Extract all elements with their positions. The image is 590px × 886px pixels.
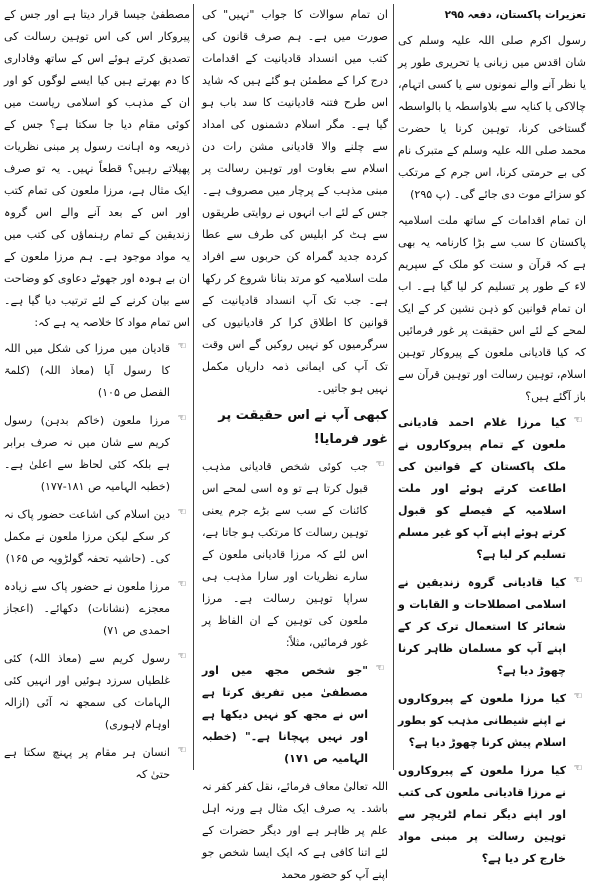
question-item	[398, 688, 586, 754]
paragraph: اللہ تعالیٰ معاف فرمائے، نقل کفر کفر نہ باشد۔ یہ صرف ایک مثال ہے ورنہ اہل علم پر ظاہر ہے اور دیگر حضرات کے لئے اتنا کافی ہے کہ ایک ایسا شخص جو اپنے آپ کو حضور محمد	[202, 780, 388, 881]
question-item	[398, 760, 586, 870]
claim-text: دین اسلام کی اشاعت حضور پاک نہ کر سکے لیکن مرزا ملعون نے مکمل کی۔ (حاشیہ تحفہ گولڑویہ ص ۱۶۵)	[4, 508, 170, 565]
paragraph: ان تمام سوالات کا جواب "نہیں" کی صورت میں ہے۔ ہم صرف قانون کی کتب میں انسداد قادیانیت کے اقدامات درج کرا کے مطمئن ہو گئے ہیں کہ شاید اس طرح فتنہ قادیانیت کا سد باب ہو گیا ہے۔ مگر اسلام دشمنوں کی امداد سے چلنے والا قادیانی مشن رات دن اسلام سے بغاوت اور توہین رسالت پر مبنی مذہب کے پرچار میں مصروف ہے۔ جس کے لئے اب انہوں نے روایتی طریقوں سے ہٹ کر ابلیس کی طرف سے عطا کردہ جدید گمراہ کن حربوں سے افراد ملت اسلامیہ کو مرتد بنانا شروع کر رکھا ہے۔ جب تک آپ انسداد قادیانیت کے قوانین کا اطلاق کرا کر قادیانیوں کی سرگرمیوں کو نہیں روکیں گے اس وقت تک آپ کی ایمانی ذمہ داریاں مکمل نہیں ہو جاتیں۔	[202, 8, 388, 395]
claim-item	[4, 742, 190, 786]
list-item	[202, 456, 388, 654]
column-divider	[193, 4, 194, 770]
question-text: کیا مرزا ملعون کے پیروکاروں نے اپنے شیطانی مذہب کو بطور اسلام پیش کرنا چھوڑ دیا ہے؟	[398, 692, 566, 749]
paragraph: رسول اکرم صلی اللہ علیہ وسلم کی شان اقدس میں زبانی یا تحریری طور پر یا نظر آنے والے نمونوں سے یا کسی اتہام، چالاکی یا کنایہ سے بلاواسطہ یا بالواسطہ گستاخی کرنا، توہین کرنا یا حضرت محمد صلی اللہ علیہ وسلم کے متبرک نام کی بے حرمتی کرنا، اس جرم کے مرتکب کو سزائے موت دی جائے گی۔ (پ ۲۹۵)	[398, 34, 586, 201]
law-reference: تعزیرات پاکستان، دفعہ ۲۹۵	[444, 9, 586, 21]
pointing-hand-icon: ☜	[177, 341, 187, 352]
pointing-hand-icon: ☜	[177, 413, 187, 424]
question-item	[398, 412, 586, 566]
pointing-hand-icon: ☜	[177, 745, 187, 756]
claim-item	[4, 576, 190, 642]
claim-text: مرزا ملعون نے حضور پاک سے زیادہ معجزے (نشانات) دکھائے۔ (اعجاز احمدی ص ۷۱)	[4, 580, 170, 637]
pointing-hand-icon: ☜	[177, 579, 187, 590]
pointing-hand-icon: ☜	[177, 651, 187, 662]
pointing-hand-icon: ☜	[573, 763, 583, 774]
claim-text: رسول کریم سے (معاذ اللہ) کئی غلطیاں سرزد ہوئیں اور انہیں کئی الہامات کی سمجھ نہ آئی (ازالہ اوہام لاہوری)	[4, 652, 170, 731]
claim-text: مرزا ملعون (خاکم بدہن) رسول کریم سے شان میں نہ صرف برابر ہے بلکہ کئی لحاظ سے اعلیٰ ہے۔ (خطبہ الہامیہ ص ۱۸۱-۱۷۷)	[4, 414, 170, 493]
question-text: کیا مرزا ملعون کے پیروکاروں نے مرزا قادیانی ملعون کی کتب اور اپنے دیگر تمام لٹریچر سے توہین رسالت پر مبنی مواد خارج کر دیا ہے؟	[398, 764, 566, 865]
paragraph: جب کوئی شخص قادیانی مذہب قبول کرتا ہے تو وہ اسی لمحے اس کائنات کے سب سے بڑے جرم یعنی توہین رسالت کا مرتکب ہو جاتا ہے، اس لئے کہ مرزا قادیانی ملعون کے سارے نظریات اور سارا مذہب ہی سراپا توہین رسالت ہے۔ مرزا ملعون کی توہین کے ان الفاظ پر غور فرمائیں، مثلاً:	[202, 460, 368, 649]
claim-item	[4, 504, 190, 570]
pointing-hand-icon: ☜	[177, 507, 187, 518]
claim-text: انسان ہر مقام پر پہنچ سکتا ہے حتیٰ کہ	[4, 746, 170, 781]
paragraph: ان تمام اقدامات کے ساتھ ملت اسلامیہ پاکستان کا سب سے بڑا کارنامہ یہ بھی ہے کہ قرآن و سنت کو ملک کے سپریم لاء کے طور پر تسلیم کر لیا گیا ہے۔ اب ان تمام قوانین کو ذہن نشین کر کے ایک لمحے کے لئے اس حقیقت پر غور فرمائیں کہ کیا قادیانی ملعون کے پیروکار توہین اسلام، توہین رسالت اور توہین قرآن سے باز آگئے ہیں؟	[398, 214, 586, 403]
question-item	[398, 572, 586, 682]
pointing-hand-icon: ☜	[573, 575, 583, 586]
right-column	[398, 4, 586, 865]
pointing-hand-icon: ☜	[375, 663, 385, 674]
list-item	[202, 660, 388, 770]
pointing-hand-icon: ☜	[573, 691, 583, 702]
claim-item	[4, 648, 190, 736]
column-divider	[393, 4, 394, 770]
paragraph: مصطفیٰ جیسا قرار دیتا ہے اور جس کے پیروکار اس کی اس توہین رسالت کی تصدیق کرتے ہوئے اس کے ساتھ وفاداری کا دم بھرتے ہیں کیا ایسے لوگوں کو اور ان کے مذہب کو اسلامی ریاست میں کوئی مقام دیا جا سکتا ہے؟ جس کے ذریعہ وہ اہانت رسول پر مبنی نظریات پھیلاتے رہیں؟ قطعاً نہیں۔ یہ تو صرف ایک مثال ہے، مرزا ملعون کی تمام کتب اور اس کے بعد آنے والے اس گروہ زندیقین کے تمام رہنماؤں کی کتب میں یہ مواد موجود ہے۔ ہم مرزا ملعون کے ان بے ہودہ اور جھوٹے دعاوی کو وضاحت سے بیان کرنے کے لئے ترتیب دیا گیا ہے۔ اس تمام مواد کا خلاصہ یہ ہے کہ:	[4, 8, 190, 329]
claim-item	[4, 410, 190, 498]
claim-item	[4, 338, 190, 404]
question-text: کیا قادیانی گروہ زندیقین نے اسلامی اصطلاحات و القابات و شعائر کا استعمال ترک کر کے اپنے آپ کو مسلمان ظاہر کرنا چھوڑ دیا ہے؟	[398, 576, 566, 677]
section-heading: کبھی آپ نے اس حقیقت پر غور فرمایا!	[218, 408, 388, 447]
middle-column	[202, 4, 388, 881]
quotation: "جو شخص مجھ میں اور مصطفیٰ میں تفریق کرتا ہے اس نے مجھ کو نہیں دیکھا ہے اور نہیں پہچانا ہے۔" (خطبہ الہامیہ ص ۱۷۱)	[202, 664, 368, 765]
left-column	[4, 4, 190, 781]
question-text: کیا مرزا غلام احمد قادیانی ملعون کے تمام پیروکاروں نے ملک پاکستان کے قوانین کی اطاعت کرتے ہوئے اور ملت اسلامیہ کے فیصلے کو قبول کرتے ہوئے اپنے آپ کو غیر مسلم تسلیم کر لیا ہے؟	[398, 416, 566, 561]
pointing-hand-icon: ☜	[573, 415, 583, 426]
claim-text: قادیان میں مرزا کی شکل میں اللہ کا رسول آیا (معاذ اللہ) (کلمۃ الفصل ص ۱۰۵)	[4, 342, 170, 399]
pointing-hand-icon: ☜	[375, 459, 385, 470]
